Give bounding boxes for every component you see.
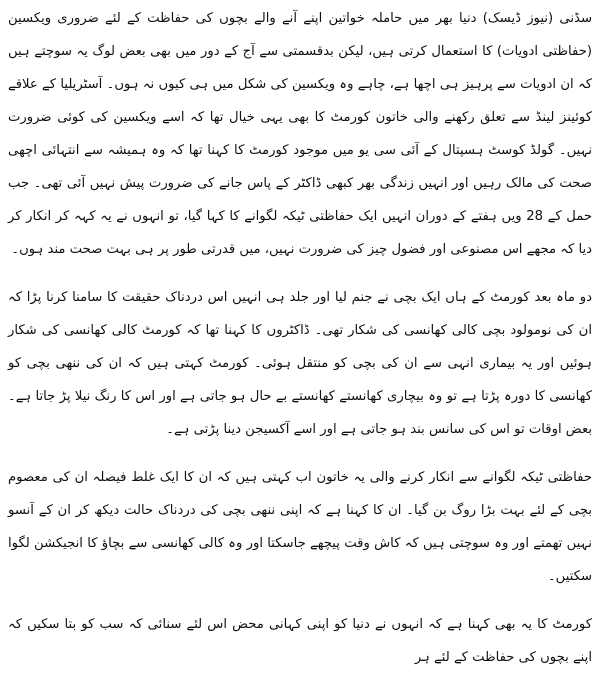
article-body — [8, 0, 592, 674]
article-paragraph-4: کورمٹ کا یہ بھی کہنا ہے کہ انہوں نے دنیا کو اپنی کہانی محض اس لئے سنائی کہ سب کو بتا سکیں کہ اپنے بچوں کی حفاظت کے لئے ہر — [8, 617, 592, 665]
article-paragraph-2: دو ماہ بعد کورمٹ کے ہاں ایک بچی نے جنم لیا اور جلد ہی انہیں اس دردناک حقیقت کا سامنا کرنا پڑا کہ ان کی نومولود بچی کالی کھانسی کی شکار تھی۔ ڈاکٹروں کا کہنا تھا کہ کورمٹ کالی کھانسی کی شکار ہوئیں اور یہ بیماری انہی سے ان کی بچی کو منتقل ہوئی۔ کورمٹ کہتی ہیں کہ ان کی ننھی بچی کو کھانسی کا دورہ پڑتا ہے تو وہ بیچاری کھانستے کھانستے بے حال ہو جاتی ہے اور اس کا رنگ نیلا پڑ جاتا ہے۔ بعض اوقات تو اس کی سانس بند ہو جاتی ہے اور اسے آکسیجن دینا پڑتی ہے۔ — [8, 290, 592, 437]
article-paragraph-1: سڈنی (نیوز ڈیسک) دنیا بھر میں حاملہ خواتین اپنے آنے والے بچوں کی حفاظت کے لئے ضروری ویکسین (حفاظتی ادویات) کا استعمال کرتی ہیں، لیکن بدقسمتی سے آج کے دور میں بھی بعض لوگ یہ سوچتے ہیں کہ ان ادویات سے پرہیز ہی اچھا ہے، چاہے وہ ویکسین کی شکل میں ہی کیوں نہ ہوں۔ آسٹریلیا کے علاقے کوئینز لینڈ سے تعلق رکھنے والی خاتون کورمٹ کا بھی یہی خیال تھا کہ اسے ویکسین کی کوئی ضرورت نہیں۔ گولڈ کوسٹ ہسپتال کے آئی سی یو میں موجود کورمٹ کا کہنا تھا کہ وہ ہمیشہ سے انتہائی اچھی صحت کی مالک رہیں اور انہیں زندگی بھر کبھی ڈاکٹر کے پاس جانے کی ضرورت پیش نہیں آئی تھی۔ جب حمل کے 28 ویں ہفتے کے دوران انہیں ایک حفاظتی ٹیکہ لگوانے کا کہا گیا، تو انہوں نے یہ کہہ کر انکار کر دیا کہ مجھے اس مصنوعی اور فضول چیز کی ضرورت نہیں، میں قدرتی طور پر ہی بہت صحت مند ہوں۔ — [8, 11, 592, 257]
article-paragraph-3: حفاظتی ٹیکہ لگوانے سے انکار کرنے والی یہ خاتون اب کہتی ہیں کہ ان کا ایک غلط فیصلہ ان کی معصوم بچی کے لئے بہت بڑا روگ بن گیا۔ ان کا کہنا ہے کہ اپنی ننھی بچی کی دردناک حالت دیکھ کر ان کے آنسو نہیں تھمتے اور وہ سوچتی ہیں کہ کاش وقت پیچھے جاسکتا اور وہ کالی کھانسی سے بچاؤ کا انجیکشن لگوا سکتیں۔ — [8, 470, 592, 584]
